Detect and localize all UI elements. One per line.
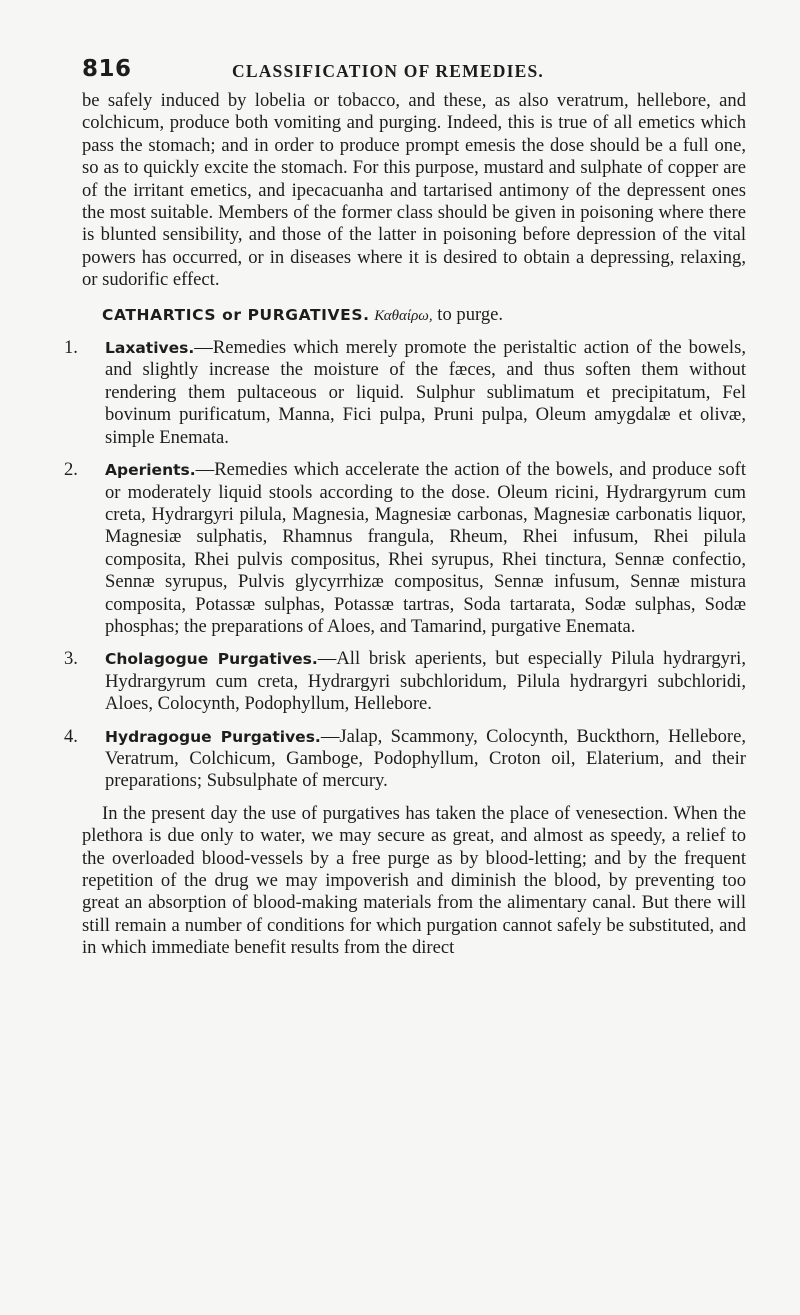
page-body (64, 90, 746, 960)
item-term: Hydragogue Purgatives. (105, 727, 321, 746)
book-page (64, 0, 750, 1315)
list-item-laxatives (64, 337, 746, 449)
list-item-aperients (64, 459, 746, 638)
item-text: —All brisk aperients, but especially Pilula hydrargyri, Hydrargyrum cum creta, Hydrargyri subchloridum, Pilula hydrargyri subchloridi, Aloes, Colocynth, Podophyllum, Hellebore. (105, 648, 746, 715)
list-item-cholagogue (64, 648, 746, 715)
item-text: —Jalap, Scammony, Colocynth, Buckthorn, Hellebore, Veratrum, Colchicum, Gamboge, Podophyllum, Croton oil, Elaterium, and their preparations; Subsulphate of mercury. (105, 725, 746, 792)
item-term: Cholagogue Purgatives. (105, 650, 318, 669)
item-number: 2. (64, 459, 78, 481)
item-number: 1. (64, 337, 78, 359)
item-number: 3. (64, 648, 78, 670)
section-heading (82, 304, 746, 327)
section-greek-term: Καθαίρω, (374, 307, 433, 324)
item-text: —Remedies which merely promote the peristaltic action of the bowels, and slightly increase the moisture of the fæces, and thus soften them without rendering them pultaceous or liquid. Sulphur sublimatum et precipitatum, Fel bovinum purificatum, Manna, Fici pulpa, Pruni pulpa, Oleum amygdalæ et olivæ, simple Enemata. (105, 337, 746, 448)
section-title: CATHARTICS or PURGATIVES. (102, 305, 370, 324)
section-gloss: to purge. (437, 303, 504, 325)
page-header (82, 56, 750, 86)
item-number: 4. (64, 725, 78, 747)
intro-paragraph: be safely induced by lobelia or tobacco, and these, as also veratrum, hellebore, and colchicum, produce both vomiting and purging. Indeed, this is true of all emetics which pass the stomach; and in order to produce prompt emesis the dose should be a full one, so as to quickly excite the stomach. For this purpose, mustard and sulphate of copper are of the irritant emetics, and ipecacuanha and tartarised antimony of the depressent ones the most suitable. Members of the former class should be given in poisoning where there is blunted sensibility, and those of the latter in poisoning before depression of the vital powers has occurred, or in diseases where it is desired to obtain a depressing, relaxing, or sudorific effect. (82, 90, 746, 291)
page-number: 816 (82, 56, 132, 82)
running-head: CLASSIFICATION OF REMEDIES. (232, 61, 544, 81)
item-text: —Remedies which accelerate the action of the bowels, and produce soft or moderately liquid stools according to the dose. Oleum ricini, Hydrargyrum cum creta, Hydrargyri pilula, Magnesia, Magnesiæ carbonas, Magnesiæ carbonatis liquor, Magnesiæ sulphatis, Rhamnus frangula, Rheum, Rhei infusum, Rhei pilula composita, Rhei pulvis compositus, Rhei syrupus, Rhei tinctura, Sennæ confectio, Sennæ syrupus, Pulvis glycyrrhizæ compositus, Sennæ infusum, Sennæ mistura composita, Potassæ sulphas, Potassæ tartras, Soda tartarata, Sodæ sulphas, Sodæ phosphas; the preparations of Aloes, and Tamarind, purgative Enemata. (105, 459, 746, 637)
item-term: Aperients. (105, 461, 196, 480)
item-term: Laxatives. (105, 339, 195, 358)
list-item-hydragogue (64, 725, 746, 793)
closing-paragraph: In the present day the use of purgatives has taken the place of venesection. When the plethora is due only to water, we may secure as great, and almost as speedy, a relief to the overloaded blood-vessels by a free purge as by blood-letting; and by the frequent repetition of the drug we may impoverish and diminish the blood, by preventing too great an absorption of blood-making materials from the alimentary canal. But there will still remain a number of conditions for which purgation cannot safely be substituted, and in which immediate benefit results from the direct (82, 802, 746, 959)
